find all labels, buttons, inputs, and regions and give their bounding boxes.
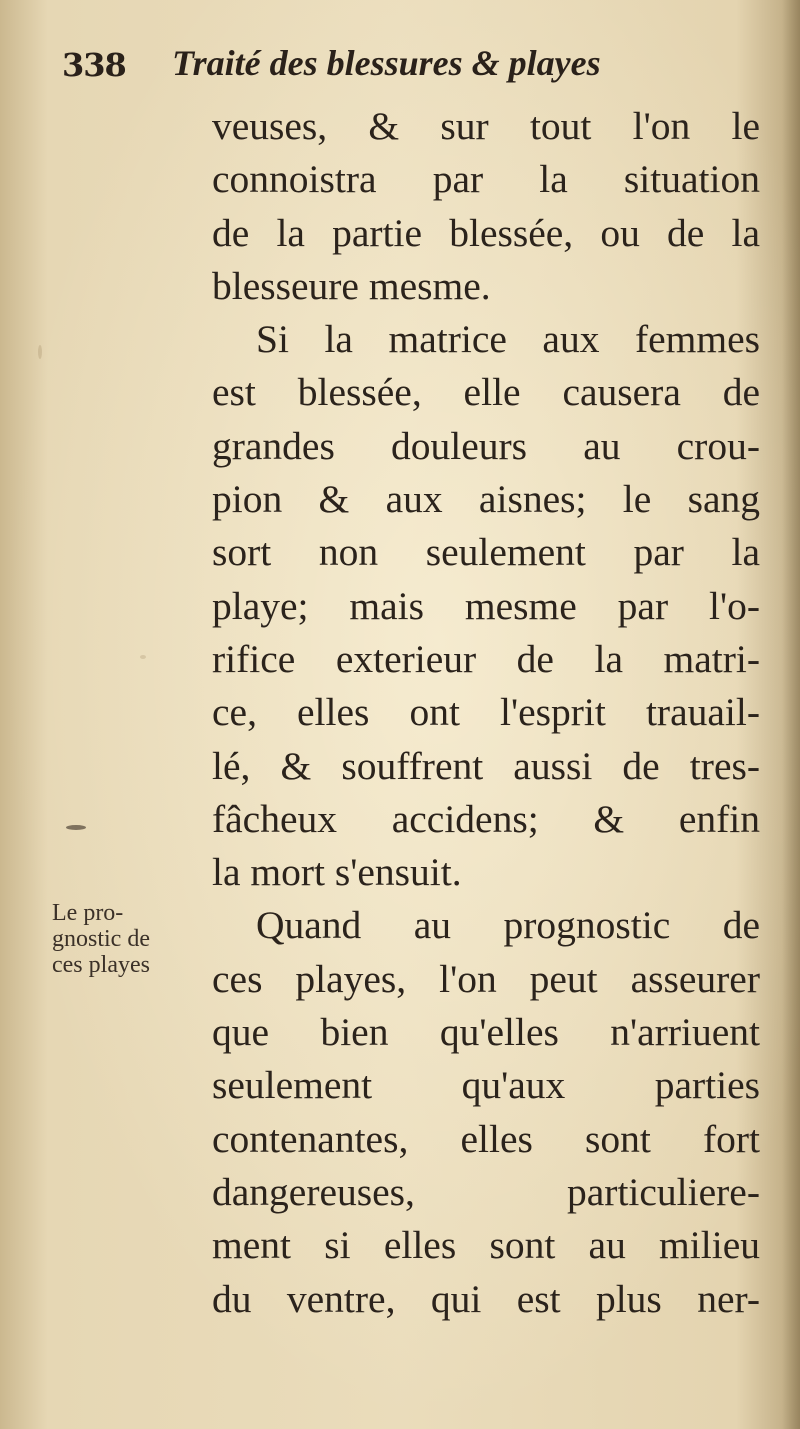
text-line: rifice exterieur de la matri- xyxy=(212,636,760,681)
paper-stain xyxy=(140,655,146,659)
margin-note-line: gnostic de xyxy=(52,926,150,952)
text-line: dangereuses, particuliere- xyxy=(212,1169,760,1214)
margin-note-line: Le pro- xyxy=(52,900,124,926)
text-line: lé, & souffrent aussi de tres- xyxy=(212,743,760,788)
text-line: sort non seulement par la xyxy=(212,530,760,575)
text-line: veuses, & sur tout l'on le xyxy=(212,104,760,148)
paper-stain xyxy=(38,345,42,359)
text-line: pion & aux aisnes; le sang xyxy=(212,477,760,522)
text-line: ment si elles sont au milieu xyxy=(212,1223,760,1268)
text-line: seulement qu'aux parties xyxy=(212,1063,760,1108)
text-line: ces playes, l'on peut asseurer xyxy=(212,956,760,1001)
running-title: Traité des blessures & playes xyxy=(172,43,601,83)
text-line: la mort s'ensuit. xyxy=(212,850,462,895)
page-number: 338 xyxy=(62,46,126,84)
text-line: ce, elles ont l'esprit trauail- xyxy=(212,690,760,735)
text-line: grandes douleurs au crou- xyxy=(212,423,760,468)
body-text xyxy=(212,100,760,1326)
text-line: playe; mais mesme par l'o- xyxy=(212,583,760,628)
text-line: est blessée, elle causera de xyxy=(212,370,760,415)
text-line: Si la matrice aux femmes xyxy=(256,317,760,362)
paper-stain xyxy=(66,825,86,830)
page-header xyxy=(62,40,762,100)
text-line: blesseure mesme. xyxy=(212,263,491,308)
text-line: Quand au prognostic de xyxy=(256,903,760,948)
text-line: connoistra par la situation xyxy=(212,157,760,202)
text-line: contenantes, elles sont fort xyxy=(212,1116,760,1161)
text-line: fâcheux accidens; & enfin xyxy=(212,796,760,841)
text-line: de la partie blessée, ou de la xyxy=(212,210,760,255)
text-line: que bien qu'elles n'arriuent xyxy=(212,1010,760,1055)
margin-note xyxy=(52,900,212,978)
margin-note-line: ces playes xyxy=(52,952,150,978)
text-line: du ventre, qui est plus ner- xyxy=(212,1276,760,1321)
